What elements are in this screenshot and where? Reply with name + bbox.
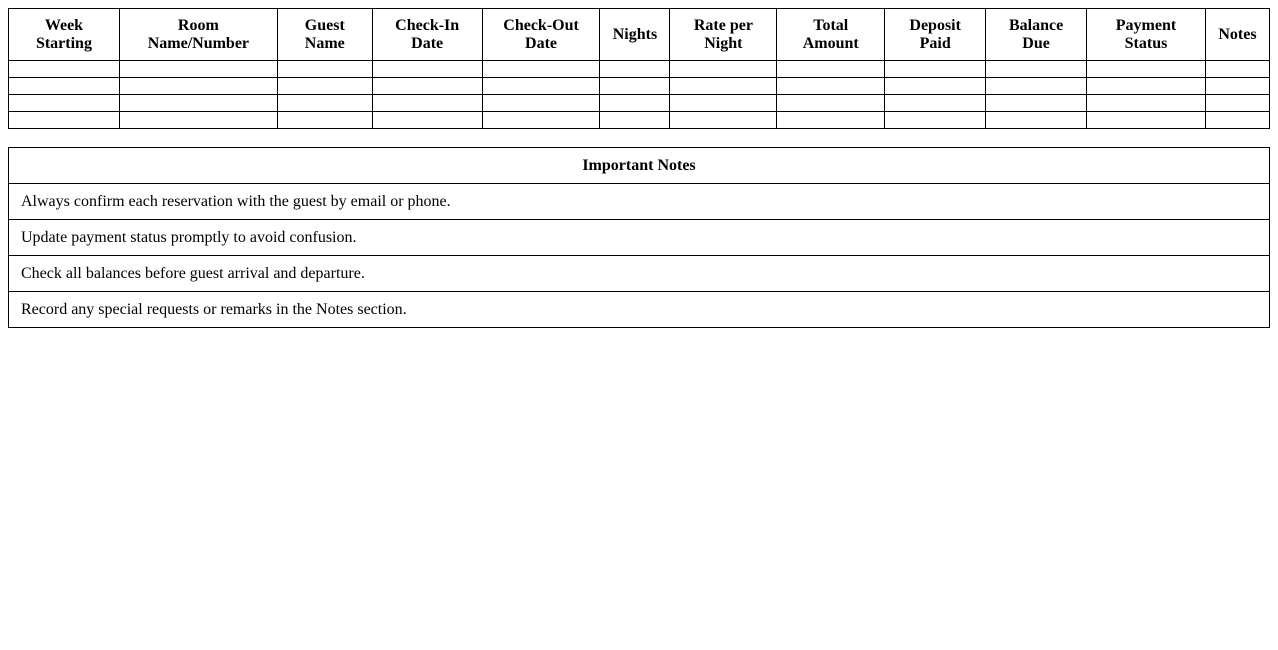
table-cell[interactable]	[986, 95, 1087, 112]
table-cell[interactable]	[119, 61, 277, 78]
table-cell[interactable]	[1087, 95, 1206, 112]
table-row	[9, 112, 1270, 129]
header-nights: Nights	[600, 9, 670, 61]
table-cell[interactable]	[482, 95, 600, 112]
table-cell[interactable]	[277, 78, 372, 95]
header-payment-status: Payment Status	[1087, 9, 1206, 61]
table-cell[interactable]	[1205, 95, 1269, 112]
table-cell[interactable]	[986, 112, 1087, 129]
table-row	[9, 78, 1270, 95]
table-cell[interactable]	[777, 61, 885, 78]
header-deposit-paid: Deposit Paid	[885, 9, 986, 61]
table-cell[interactable]	[600, 61, 670, 78]
table-cell[interactable]	[482, 61, 600, 78]
table-cell[interactable]	[9, 112, 120, 129]
table-cell[interactable]	[885, 78, 986, 95]
table-cell[interactable]	[986, 78, 1087, 95]
table-cell[interactable]	[372, 112, 482, 129]
table-cell[interactable]	[482, 112, 600, 129]
table-cell[interactable]	[885, 112, 986, 129]
table-cell[interactable]	[600, 112, 670, 129]
table-cell[interactable]	[372, 61, 482, 78]
header-total-amount: Total Amount	[777, 9, 885, 61]
table-cell[interactable]	[670, 95, 777, 112]
table-cell[interactable]	[670, 61, 777, 78]
table-cell[interactable]	[482, 78, 600, 95]
header-check-in-date: Check-In Date	[372, 9, 482, 61]
table-cell[interactable]	[9, 78, 120, 95]
table-cell[interactable]	[777, 78, 885, 95]
table-cell[interactable]	[1087, 112, 1206, 129]
list-item	[9, 184, 1270, 220]
table-cell[interactable]	[777, 112, 885, 129]
notes-title: Important Notes	[9, 148, 1270, 184]
table-cell[interactable]	[277, 95, 372, 112]
table-cell[interactable]	[670, 78, 777, 95]
table-cell[interactable]	[1087, 78, 1206, 95]
note-text: Update payment status promptly to avoid confusion.	[9, 220, 1270, 256]
header-room-name-number: Room Name/Number	[119, 9, 277, 61]
important-notes-table	[8, 147, 1270, 328]
table-cell[interactable]	[119, 95, 277, 112]
table-row	[9, 95, 1270, 112]
table-cell[interactable]	[986, 61, 1087, 78]
table-cell[interactable]	[9, 95, 120, 112]
table-cell[interactable]	[372, 78, 482, 95]
booking-header-row	[9, 9, 1270, 61]
notes-header-row	[9, 148, 1270, 184]
table-cell[interactable]	[277, 112, 372, 129]
table-cell[interactable]	[1087, 61, 1206, 78]
table-cell[interactable]	[885, 61, 986, 78]
header-week-starting: Week Starting	[9, 9, 120, 61]
table-cell[interactable]	[372, 95, 482, 112]
table-row	[9, 61, 1270, 78]
header-guest-name: Guest Name	[277, 9, 372, 61]
table-cell[interactable]	[777, 95, 885, 112]
table-cell[interactable]	[600, 78, 670, 95]
table-cell[interactable]	[1205, 112, 1269, 129]
header-rate-per-night: Rate per Night	[670, 9, 777, 61]
header-balance-due: Balance Due	[986, 9, 1087, 61]
table-cell[interactable]	[600, 95, 670, 112]
note-text: Always confirm each reservation with the guest by email or phone.	[9, 184, 1270, 220]
page-content	[8, 8, 1270, 328]
list-item	[9, 292, 1270, 328]
booking-table	[8, 8, 1270, 129]
header-notes: Notes	[1205, 9, 1269, 61]
table-cell[interactable]	[670, 112, 777, 129]
table-cell[interactable]	[119, 78, 277, 95]
table-cell[interactable]	[119, 112, 277, 129]
table-cell[interactable]	[1205, 61, 1269, 78]
table-cell[interactable]	[277, 61, 372, 78]
list-item	[9, 256, 1270, 292]
note-text: Check all balances before guest arrival and departure.	[9, 256, 1270, 292]
table-cell[interactable]	[1205, 78, 1269, 95]
table-cell[interactable]	[9, 61, 120, 78]
note-text: Record any special requests or remarks in the Notes section.	[9, 292, 1270, 328]
table-cell[interactable]	[885, 95, 986, 112]
list-item	[9, 220, 1270, 256]
header-check-out-date: Check-Out Date	[482, 9, 600, 61]
